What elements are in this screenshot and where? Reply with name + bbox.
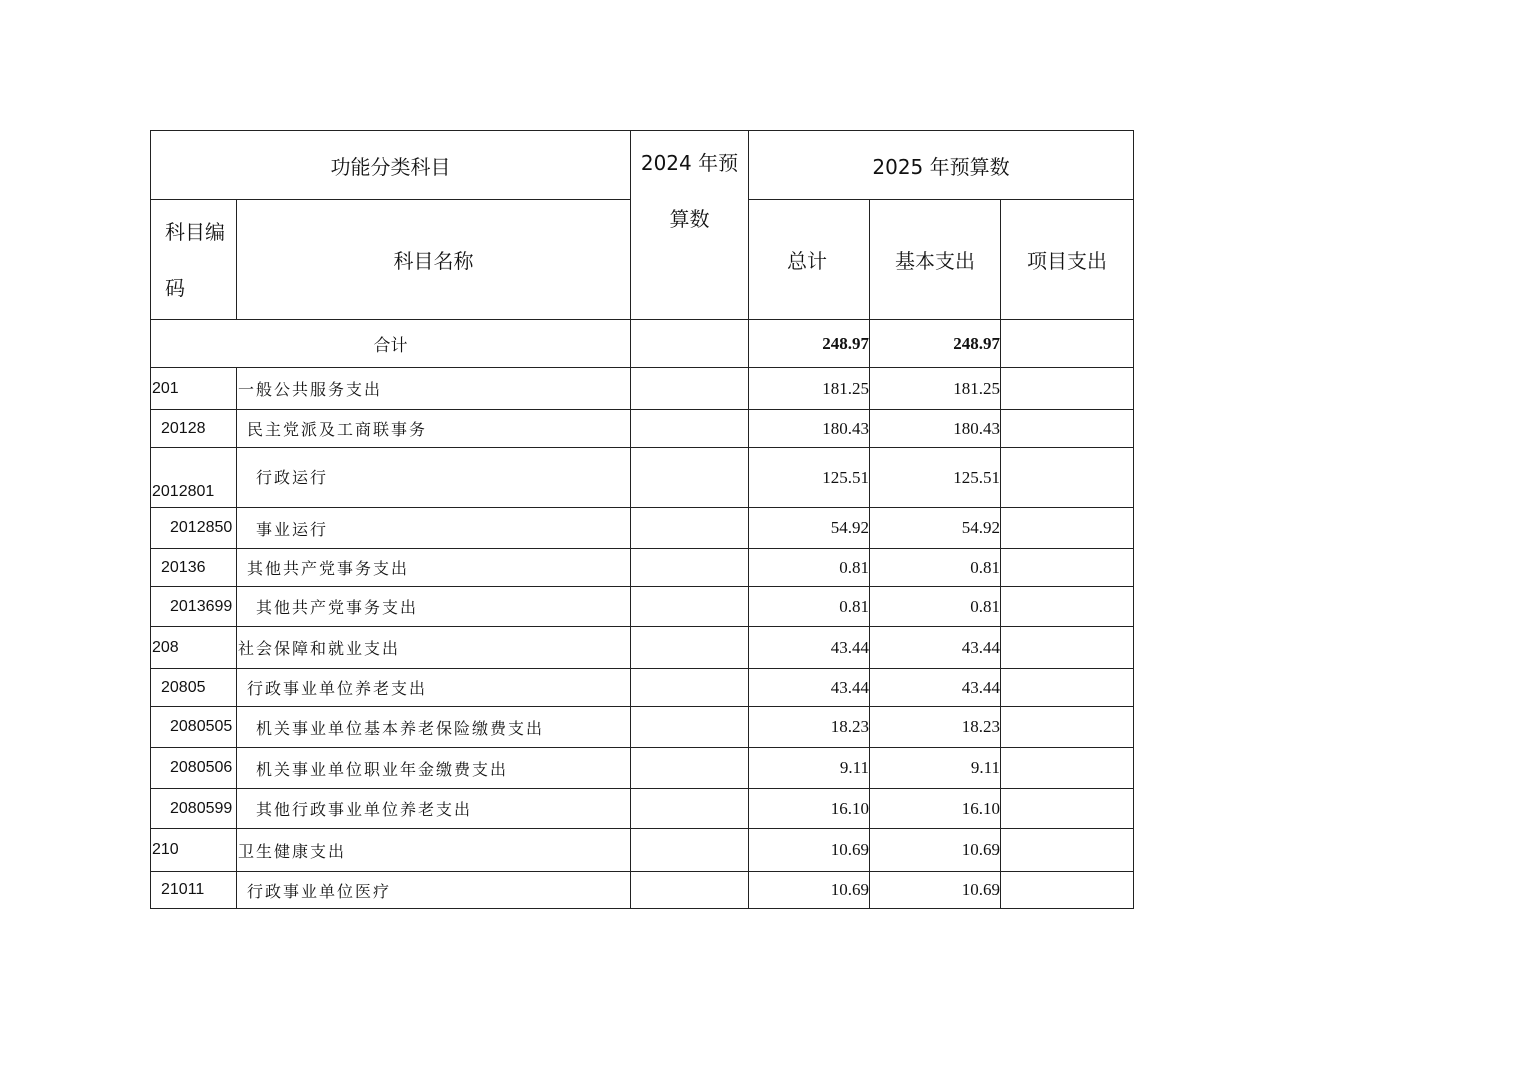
- row-code: 2080506: [151, 748, 237, 789]
- table-row: [151, 669, 1134, 707]
- total-sum: 248.97: [749, 320, 870, 368]
- row-total: 54.92: [749, 508, 870, 549]
- row-total: 10.69: [749, 829, 870, 872]
- row-name: 社会保障和就业支出: [237, 627, 631, 669]
- row-basic: 180.43: [870, 410, 1001, 448]
- row-basic: 43.44: [870, 669, 1001, 707]
- row-basic: 0.81: [870, 549, 1001, 587]
- row-name: 事业运行: [237, 508, 631, 549]
- row-name: 卫生健康支出: [237, 829, 631, 872]
- total-project: [1001, 320, 1134, 368]
- row-basic: 9.11: [870, 748, 1001, 789]
- row-basic: 0.81: [870, 587, 1001, 627]
- row-prev: [631, 789, 749, 829]
- row-total: 181.25: [749, 368, 870, 410]
- table-row: [151, 368, 1134, 410]
- row-name: 行政事业单位养老支出: [237, 669, 631, 707]
- row-name: 其他共产党事务支出: [237, 587, 631, 627]
- row-prev: [631, 829, 749, 872]
- row-name: 民主党派及工商联事务: [237, 410, 631, 448]
- row-total: 18.23: [749, 707, 870, 748]
- row-total: 180.43: [749, 410, 870, 448]
- row-code: 2080599: [151, 789, 237, 829]
- header-total: 总计: [749, 200, 870, 320]
- row-basic: 54.92: [870, 508, 1001, 549]
- row-project: [1001, 410, 1134, 448]
- row-total: 9.11: [749, 748, 870, 789]
- table-row: [151, 549, 1134, 587]
- budget-sheet: [150, 130, 1134, 909]
- row-prev: [631, 669, 749, 707]
- row-basic: 10.69: [870, 829, 1001, 872]
- row-basic: 181.25: [870, 368, 1001, 410]
- row-prev: [631, 872, 749, 909]
- row-basic: 16.10: [870, 789, 1001, 829]
- row-total: 10.69: [749, 872, 870, 909]
- row-project: [1001, 368, 1134, 410]
- row-basic: 10.69: [870, 872, 1001, 909]
- total-row: [151, 320, 1134, 368]
- header-row-top: [151, 131, 1134, 200]
- row-code: 2012850: [151, 508, 237, 549]
- row-name: 行政事业单位医疗: [237, 872, 631, 909]
- row-name: 其他共产党事务支出: [237, 549, 631, 587]
- row-code: 20128: [151, 410, 237, 448]
- table-row: [151, 829, 1134, 872]
- row-total: 43.44: [749, 669, 870, 707]
- row-name: 行政运行: [237, 448, 631, 508]
- row-prev: [631, 748, 749, 789]
- row-prev: [631, 549, 749, 587]
- header-function-category: 功能分类科目: [151, 131, 631, 200]
- row-total: 43.44: [749, 627, 870, 669]
- header-curr-year-budget: 2025 年预算数: [749, 131, 1134, 200]
- row-prev: [631, 627, 749, 669]
- row-code: 210: [151, 829, 237, 872]
- header-prev-year-budget: 2024 年预算数: [631, 131, 749, 320]
- total-basic: 248.97: [870, 320, 1001, 368]
- table-row: [151, 748, 1134, 789]
- table-row: [151, 627, 1134, 669]
- row-project: [1001, 669, 1134, 707]
- header-code: 科目编码: [151, 200, 237, 320]
- row-total: 125.51: [749, 448, 870, 508]
- table-row: [151, 508, 1134, 549]
- row-code: 2013699: [151, 587, 237, 627]
- row-project: [1001, 549, 1134, 587]
- table-row: [151, 872, 1134, 909]
- row-name: 一般公共服务支出: [237, 368, 631, 410]
- row-basic: 43.44: [870, 627, 1001, 669]
- table-row: [151, 587, 1134, 627]
- table-row: [151, 448, 1134, 508]
- total-prev: [631, 320, 749, 368]
- row-code: 208: [151, 627, 237, 669]
- row-project: [1001, 448, 1134, 508]
- row-prev: [631, 587, 749, 627]
- budget-table: [150, 130, 1134, 909]
- row-project: [1001, 829, 1134, 872]
- row-total: 16.10: [749, 789, 870, 829]
- row-prev: [631, 707, 749, 748]
- row-project: [1001, 789, 1134, 829]
- row-project: [1001, 748, 1134, 789]
- row-basic: 125.51: [870, 448, 1001, 508]
- row-prev: [631, 508, 749, 549]
- total-label: 合计: [151, 320, 631, 368]
- row-prev: [631, 410, 749, 448]
- row-project: [1001, 508, 1134, 549]
- table-row: [151, 707, 1134, 748]
- row-basic: 18.23: [870, 707, 1001, 748]
- row-prev: [631, 368, 749, 410]
- header-project: 项目支出: [1001, 200, 1134, 320]
- row-name: 机关事业单位职业年金缴费支出: [237, 748, 631, 789]
- row-project: [1001, 707, 1134, 748]
- table-row: [151, 789, 1134, 829]
- table-row: [151, 410, 1134, 448]
- row-project: [1001, 627, 1134, 669]
- row-prev: [631, 448, 749, 508]
- row-project: [1001, 587, 1134, 627]
- row-code: 2012801: [151, 448, 237, 508]
- row-code: 20805: [151, 669, 237, 707]
- row-code: 2080505: [151, 707, 237, 748]
- header-basic: 基本支出: [870, 200, 1001, 320]
- row-total: 0.81: [749, 549, 870, 587]
- row-name: 机关事业单位基本养老保险缴费支出: [237, 707, 631, 748]
- row-code: 21011: [151, 872, 237, 909]
- row-code: 201: [151, 368, 237, 410]
- row-name: 其他行政事业单位养老支出: [237, 789, 631, 829]
- header-name: 科目名称: [237, 200, 631, 320]
- row-code: 20136: [151, 549, 237, 587]
- row-project: [1001, 872, 1134, 909]
- row-total: 0.81: [749, 587, 870, 627]
